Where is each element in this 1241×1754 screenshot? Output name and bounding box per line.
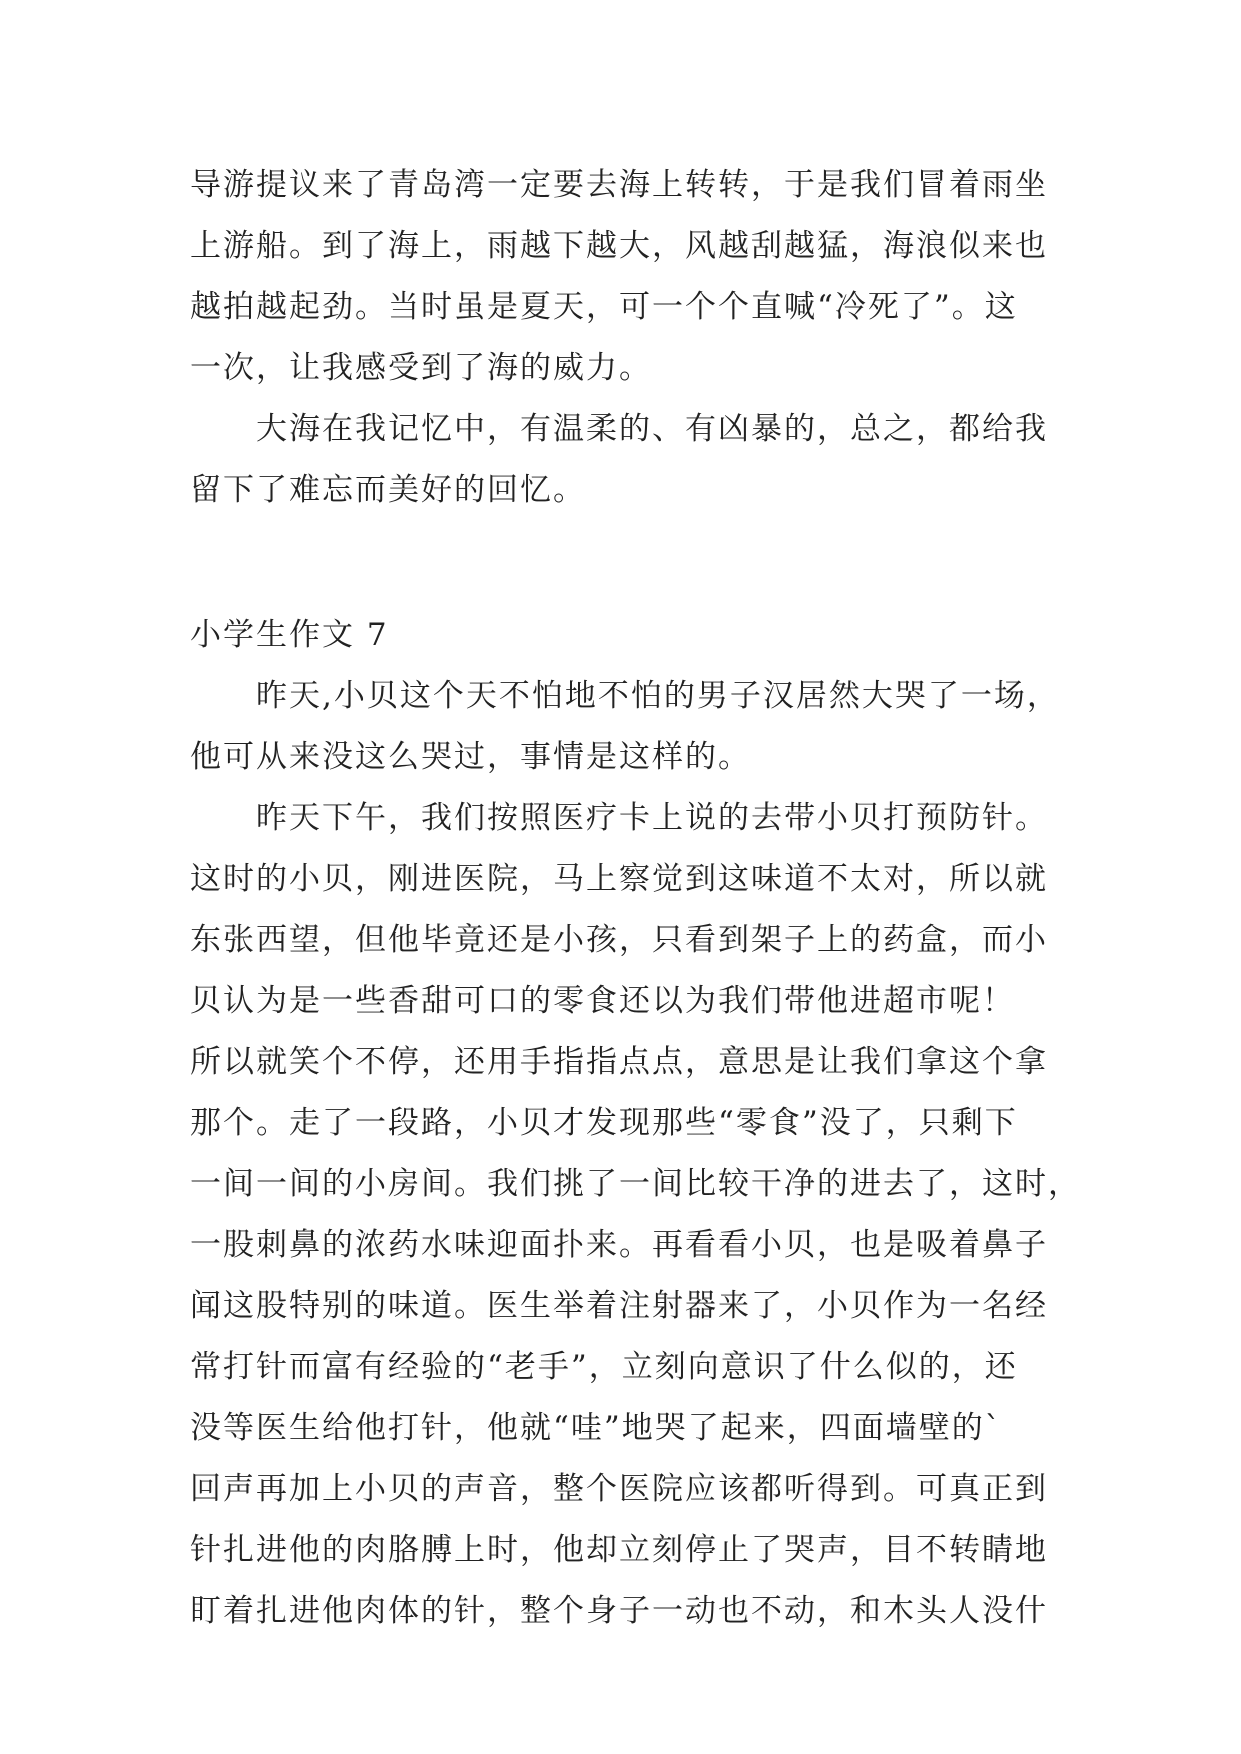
text-line: 盯着扎进他肉体的针，整个身子一动也不动，和木头人没什 [190, 1593, 1048, 1629]
text-line: 回声再加上小贝的声音，整个医院应该都听得到。可真正到 [190, 1471, 1048, 1507]
text-line: 所以就笑个不停，还用手指指点点，意思是让我们拿这个拿 [190, 1044, 1048, 1080]
text-line: 昨天下午，我们按照医疗卡上说的去带小贝打预防针。 [190, 800, 1048, 836]
text-line: 这时的小贝，刚进医院，马上察觉到这味道不太对，所以就 [190, 861, 1048, 897]
text-line: 大海在我记忆中，有温柔的、有凶暴的，总之，都给我 [190, 411, 1048, 447]
essay-title: 小学生作文 7 [190, 617, 389, 653]
text-line: 昨天,小贝这个天不怕地不怕的男子汉居然大哭了一场， [190, 678, 1060, 714]
section-essay-7 [190, 605, 1081, 1642]
text-line: 没等医生给他打针，他就“哇”地哭了起来，四面墙壁的` [190, 1410, 1003, 1446]
text-line: 上游船。到了海上，雨越下越大，风越刮越猛，海浪似来也 [190, 228, 1048, 264]
text-line: 一间一间的小房间。我们挑了一间比较干净的进去了，这时， [190, 1166, 1081, 1202]
section-previous-essay-ending [190, 155, 1060, 521]
text-line: 闻这股特别的味道。医生举着注射器来了，小贝作为一名经 [190, 1288, 1048, 1324]
text-line: 贝认为是一些香甜可口的零食还以为我们带他进超市呢！ [190, 983, 1015, 1019]
text-line: 常打针而富有经验的“老手”，立刻向意识了什么似的，还 [190, 1349, 1018, 1385]
section-spacer [190, 521, 1060, 605]
text-line: 一次，让我感受到了海的威力。 [190, 350, 652, 386]
text-line: 东张西望，但他毕竟还是小孩，只看到架子上的药盒，而小 [190, 922, 1048, 958]
text-line: 留下了难忘而美好的回忆。 [190, 472, 586, 508]
text-line: 那个。走了一段路，小贝才发现那些“零食”没了，只剩下 [190, 1105, 1018, 1141]
text-line: 越拍越起劲。当时虽是夏天，可一个个直喊“冷死了”。这 [190, 289, 1018, 325]
text-line: 一股刺鼻的浓药水味迎面扑来。再看看小贝，也是吸着鼻子 [190, 1227, 1048, 1263]
document-body [190, 155, 1081, 1642]
text-line: 他可从来没这么哭过，事情是这样的。 [190, 739, 751, 775]
text-line: 针扎进他的肉胳膊上时，他却立刻停止了哭声，目不转睛地 [190, 1532, 1048, 1568]
text-line: 导游提议来了青岛湾一定要去海上转转，于是我们冒着雨坐 [190, 167, 1048, 203]
